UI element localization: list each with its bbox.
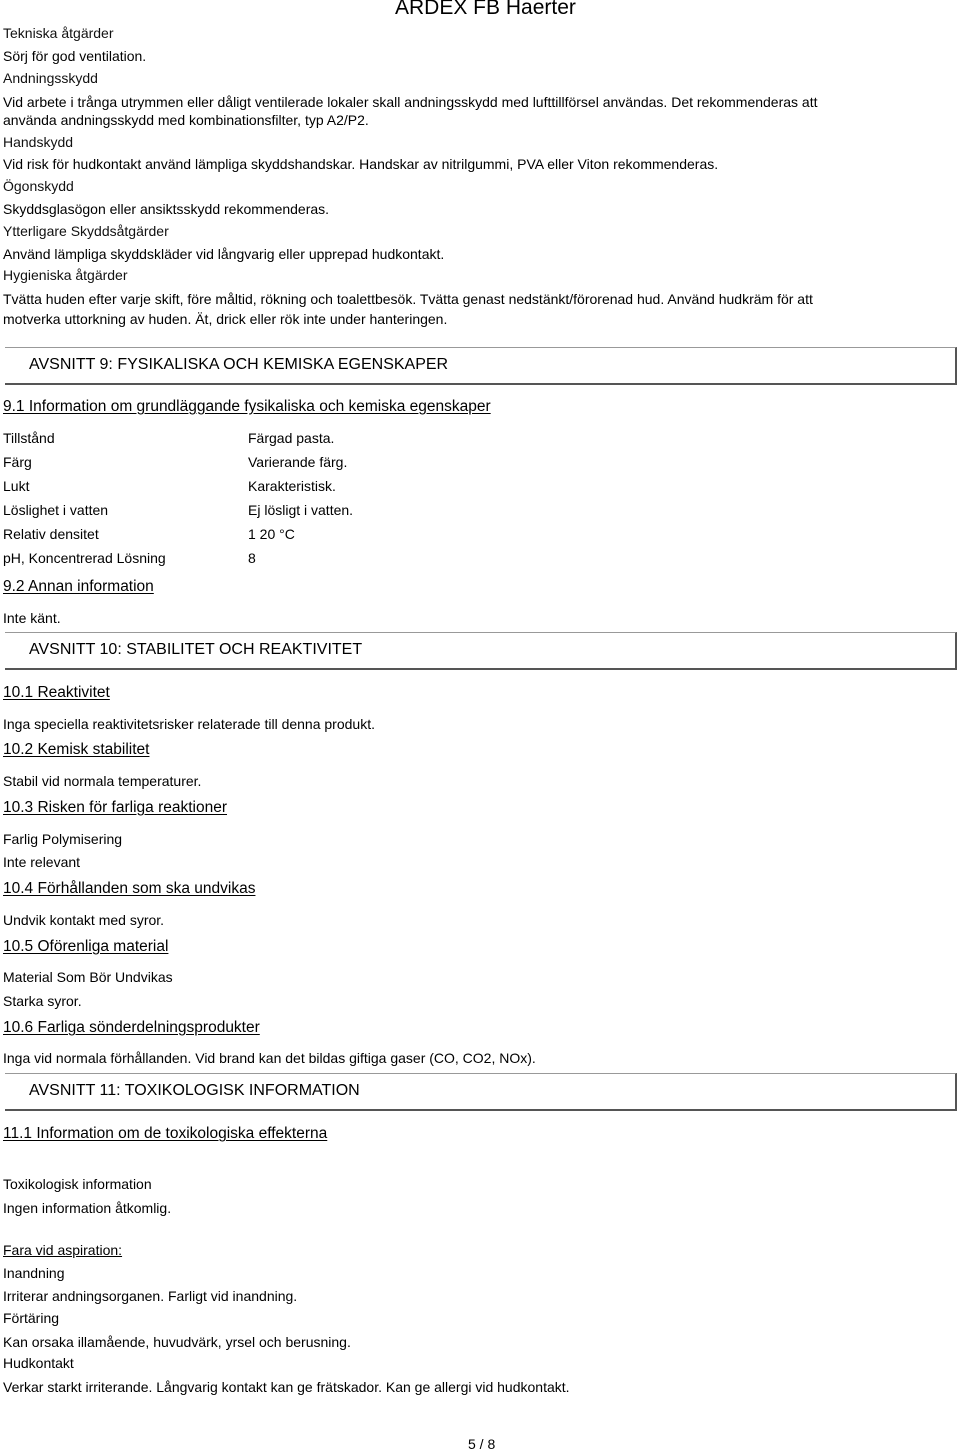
property-label: Tillstånd [3, 430, 55, 446]
technical-measures-text: Sörj för god ventilation. [3, 48, 147, 64]
subsection-10-6-text: Inga vid normala förhållanden. Vid brand kan det bildas giftiga gaser (CO, CO2, NOx). [3, 1050, 536, 1066]
inhalation-label: Inandning [3, 1265, 65, 1281]
section-11-header [5, 1073, 957, 1111]
subsection-10-1-text: Inga speciella reaktivitetsrisker relaterade till denna produkt. [3, 716, 375, 732]
hygiene-measures-text-line1: Tvätta huden efter varje skift, före måltid, rökning och toalettbesök. Tvätta genast nedstänkt/förorenad hud. Använd hudkräm för att [3, 291, 813, 307]
subsection-9-2-heading: 9.2 Annan information [3, 578, 154, 595]
subsection-10-3-heading: 10.3 Risken för farliga reaktioner [3, 799, 228, 816]
subsection-10-2-heading: 10.2 Kemisk stabilitet [3, 741, 150, 758]
subsection-10-4-heading: 10.4 Förhållanden som ska undvikas [3, 880, 256, 897]
property-value: 1 20 °C [248, 526, 295, 542]
skin-contact-label: Hudkontakt [3, 1355, 74, 1371]
respiratory-protection-text-line2: använda andningsskydd med kombinationsfilter, typ A2/P2. [3, 112, 369, 128]
page-number: 5 / 8 [468, 1436, 496, 1452]
hand-protection-text: Vid risk för hudkontakt använd lämpliga skyddshandskar. Handskar av nitrilgummi, PVA eller Viton rekommenderas. [3, 156, 719, 172]
subsection-10-6-heading: 10.6 Farliga sönderdelningsprodukter [3, 1019, 260, 1036]
inhalation-text: Irriterar andningsorganen. Farligt vid inandning. [3, 1288, 298, 1304]
hygiene-measures-heading: Hygieniska åtgärder [3, 267, 128, 283]
section-10-title: AVSNITT 10: STABILITET OCH REAKTIVITET [29, 641, 363, 658]
subsection-10-4-text: Undvik kontakt med syror. [3, 912, 165, 928]
toxicological-info-text: Ingen information åtkomlig. [3, 1200, 172, 1216]
additional-protection-text: Använd lämpliga skyddskläder vid långvarig eller upprepad hudkontakt. [3, 246, 445, 262]
ingestion-text: Kan orsaka illamående, huvudvärk, yrsel och berusning. [3, 1334, 351, 1350]
eye-protection-text: Skyddsglasögon eller ansiktsskydd rekommenderas. [3, 201, 330, 217]
subsection-11-1-heading: 11.1 Information om de toxikologiska effekterna [3, 1125, 328, 1142]
eye-protection-heading: Ögonskydd [3, 178, 74, 194]
subsection-10-5-text: Starka syror. [3, 993, 82, 1009]
property-value: Färgad pasta. [248, 430, 335, 446]
hand-protection-heading: Handskydd [3, 134, 74, 150]
skin-contact-text: Verkar starkt irriterande. Långvarig kontakt kan ge frätskador. Kan ge allergi vid hudkontakt. [3, 1379, 570, 1395]
technical-measures-heading: Tekniska åtgärder [3, 25, 114, 41]
property-label: Färg [3, 454, 32, 470]
property-value: Varierande färg. [248, 454, 348, 470]
section-11-title: AVSNITT 11: TOXIKOLOGISK INFORMATION [29, 1082, 360, 1099]
property-value: Karakteristisk. [248, 478, 336, 494]
document-title: ARDEX FB Haerter [395, 0, 576, 19]
ingestion-label: Förtäring [3, 1310, 60, 1326]
subsection-10-1-heading: 10.1 Reaktivitet [3, 684, 110, 701]
property-value: 8 [248, 550, 256, 566]
toxicological-info-label: Toxikologisk information [3, 1176, 152, 1192]
property-label: pH, Koncentrerad Lösning [3, 550, 166, 566]
additional-protection-heading: Ytterligare Skyddsåtgärder [3, 223, 169, 239]
subsection-10-3-label: Farlig Polymisering [3, 831, 123, 847]
hygiene-measures-text-line2: motverka uttorkning av huden. Ät, drick eller rök inte under hanteringen. [3, 311, 448, 327]
section-9-title: AVSNITT 9: FYSIKALISKA OCH KEMISKA EGENSKAPER [29, 356, 449, 373]
subsection-9-1-heading: 9.1 Information om grundläggande fysikaliska och kemiska egenskaper [3, 398, 491, 415]
property-value: Ej lösligt i vatten. [248, 502, 354, 518]
subsection-9-2-text: Inte känt. [3, 610, 61, 626]
section-9-header [5, 347, 957, 385]
respiratory-protection-text-line1: Vid arbete i trånga utrymmen eller dåligt ventilerade lokaler skall andningsskydd med lufttillförsel användas. Det rekommenderas att [3, 94, 818, 110]
subsection-10-2-text: Stabil vid normala temperaturer. [3, 773, 202, 789]
subsection-10-5-heading: 10.5 Oförenliga material [3, 938, 169, 955]
aspiration-hazard-label: Fara vid aspiration: [3, 1242, 123, 1258]
subsection-10-5-label: Material Som Bör Undvikas [3, 969, 173, 985]
section-10-header [5, 632, 957, 670]
respiratory-protection-heading: Andningsskydd [3, 70, 98, 86]
subsection-10-3-text: Inte relevant [3, 854, 81, 870]
property-label: Lukt [3, 478, 30, 494]
property-label: Löslighet i vatten [3, 502, 109, 518]
property-label: Relativ densitet [3, 526, 99, 542]
